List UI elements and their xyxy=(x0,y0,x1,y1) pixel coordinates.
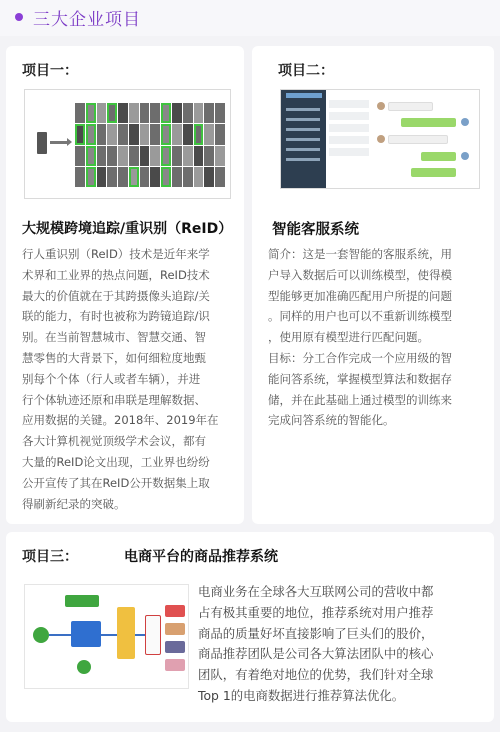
reid-thumbnail xyxy=(75,146,85,166)
reid-thumbnail xyxy=(140,124,150,144)
reid-thumbnail xyxy=(150,146,160,166)
project-heading: 智能客服系统 xyxy=(272,222,359,238)
reid-thumbnail xyxy=(140,146,150,166)
reid-thumbnail xyxy=(215,124,225,144)
reid-thumbnail xyxy=(172,103,182,123)
reid-thumbnail xyxy=(129,124,139,144)
reid-thumbnail xyxy=(97,124,107,144)
project-description: 电商业务在全球各大互联网公司的营收中都 占有极其重要的地位，推荐系统对用户推荐 商品的质量好坏直接影响了巨头们的股价， 商品推荐团队是公司各大算法团队中的核心 团队，有着绝对地位的优势，我们针对全球 Top 1的电商数据进行推荐算法优化。 xyxy=(198,584,434,703)
recommend-flow-image xyxy=(24,584,189,689)
reid-thumbnail xyxy=(161,103,171,123)
reid-thumbnail xyxy=(140,103,150,123)
reid-thumbnail xyxy=(129,146,139,166)
reid-thumbnail xyxy=(107,103,117,123)
reid-thumbnail xyxy=(172,124,182,144)
reid-thumbnail xyxy=(183,167,193,187)
project-card-chatbot xyxy=(252,46,494,524)
reid-grid-image xyxy=(24,89,231,199)
section-header xyxy=(0,0,500,36)
reid-thumbnail xyxy=(194,167,204,187)
project-description: 行人重识别（ReID）技术是近年来学 术界和工业界的热点问题，ReID技术 最大的价值就在于其跨摄像头追踪/关 联的能力，有时也被称为跨镜追踪/识 别。在当前智慧城市、智慧交通、智 慧零售的大背景下，如何细粒度地甄 别每个个体（行人或者车辆），并进 行个体轨迹还原和串联是理解数据、 应用数据的关键。2018年、2019年在 各大计算机视觉顶级学术会议，都有 大量的ReID论文出现，工业界也纷纷 公开宣传了其在ReID公开数据集上取 得刷新纪录的突破。 xyxy=(22,247,219,511)
project-label: 项目二： xyxy=(278,63,334,79)
chat-list xyxy=(329,100,369,180)
reid-thumbnail xyxy=(97,167,107,187)
project-card-reid xyxy=(6,46,244,524)
reid-thumbnail xyxy=(161,167,171,187)
reid-thumbnail xyxy=(204,103,214,123)
reid-thumbnail xyxy=(97,146,107,166)
reid-thumbnail xyxy=(204,146,214,166)
reid-thumbnail xyxy=(118,146,128,166)
reid-thumbnail xyxy=(204,124,214,144)
project-description: 简介：这是一套智能的客服系统，用 户导入数据后可以训练模型，使得模 型能够更加准确匹配用户所提的问题 。同样的用户也可以不重新训练模型 ，使用原有模型进行匹配问题。 目标：分工合作完成一个应用级的智 能问答系统，掌握模型算法和数据存 储，并在此基础上通过模型的训练来 完成问答系统的智能化。 xyxy=(268,247,452,428)
reid-thumbnail xyxy=(161,124,171,144)
reid-thumbnail xyxy=(129,103,139,123)
reid-thumbnail xyxy=(107,167,117,187)
reid-thumbnail xyxy=(86,103,96,123)
project-heading: 大规模跨境追踪/重识别（ReID） xyxy=(22,221,233,237)
reid-thumbnail xyxy=(161,146,171,166)
reid-thumbnail xyxy=(86,124,96,144)
project-label: 项目一： xyxy=(22,63,78,79)
section-title: 三大企业项目 xyxy=(33,10,141,30)
arrow-right-icon xyxy=(50,141,68,144)
reid-thumbnail xyxy=(183,103,193,123)
reid-thumbnail xyxy=(75,124,85,144)
reid-thumbnail xyxy=(118,124,128,144)
chat-sidebar xyxy=(281,90,326,188)
reid-thumbnail xyxy=(172,167,182,187)
reid-thumbnail xyxy=(194,124,204,144)
project-card-recommend xyxy=(6,532,494,722)
reid-thumbnail xyxy=(140,167,150,187)
reid-thumbnail xyxy=(215,103,225,123)
reid-thumbnail xyxy=(194,103,204,123)
query-person-image xyxy=(37,132,47,154)
project-heading: 电商平台的商品推荐系统 xyxy=(124,549,278,565)
reid-thumbnail xyxy=(97,103,107,123)
reid-thumbnail xyxy=(107,124,117,144)
reid-thumbnail xyxy=(107,146,117,166)
chatbot-ui-image xyxy=(280,89,480,189)
reid-thumbnail xyxy=(75,103,85,123)
reid-thumbnail xyxy=(118,167,128,187)
reid-thumbnail xyxy=(86,167,96,187)
reid-thumbnail xyxy=(150,124,160,144)
reid-thumbnail xyxy=(86,146,96,166)
reid-thumbnail xyxy=(118,103,128,123)
reid-thumbnail xyxy=(204,167,214,187)
reid-thumbnail xyxy=(150,103,160,123)
reid-thumbnail xyxy=(172,146,182,166)
reid-thumbnail xyxy=(194,146,204,166)
reid-thumbnail xyxy=(215,167,225,187)
reid-thumbnail xyxy=(129,167,139,187)
reid-result-grid xyxy=(75,103,225,187)
reid-thumbnail xyxy=(183,146,193,166)
reid-thumbnail xyxy=(75,167,85,187)
reid-thumbnail xyxy=(215,146,225,166)
reid-thumbnail xyxy=(150,167,160,187)
project-label: 项目三： xyxy=(22,549,78,565)
reid-thumbnail xyxy=(183,124,193,144)
bullet-dot-icon xyxy=(15,13,23,21)
